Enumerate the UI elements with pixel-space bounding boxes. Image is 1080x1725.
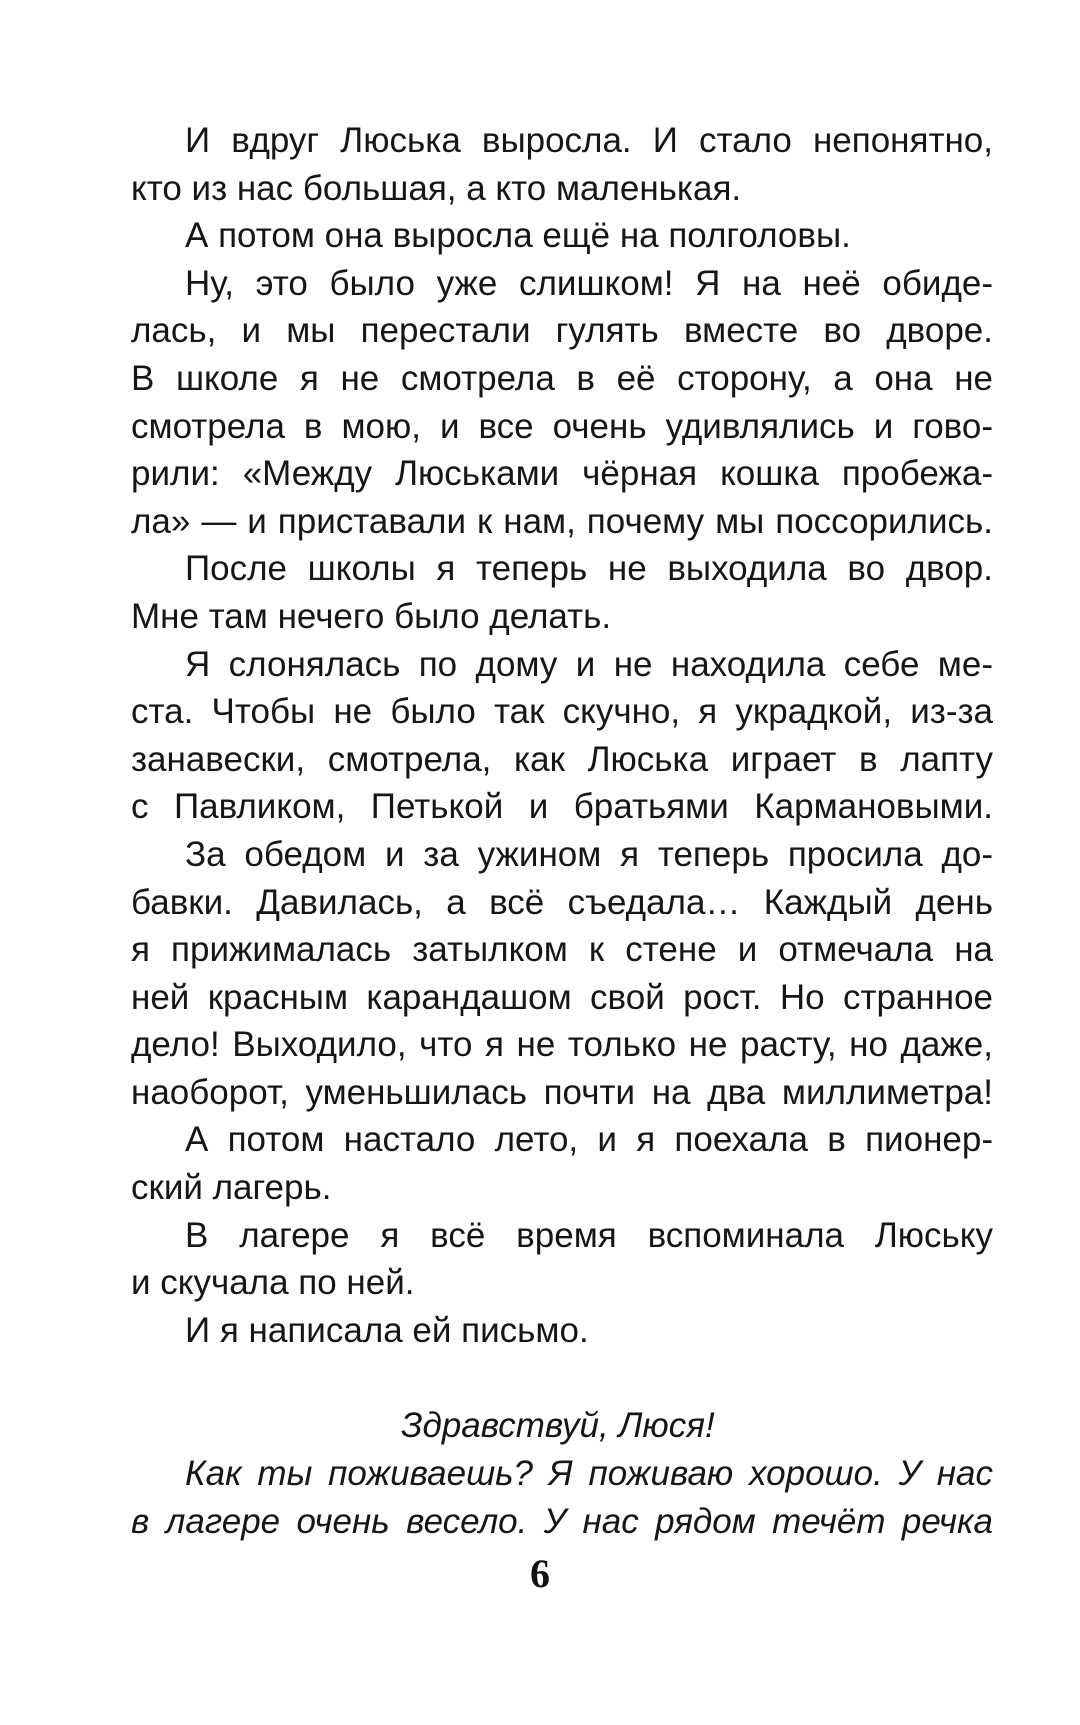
text-line: ста. Чтобы не было так скучно, я украдкой, из-за <box>131 692 993 732</box>
text-line: с Павликом, Петькой и братьями Кармановыми. <box>131 787 993 827</box>
text-line: наоборот, уменьшилась почти на два миллиметра! <box>131 1072 993 1112</box>
text-line: За обедом и за ужином я теперь просила до- <box>185 834 993 874</box>
text-line: ней красным карандашом свой рост. Но странное <box>131 977 993 1017</box>
text-line: В школе я не смотрела в её сторону, а она не <box>131 358 993 398</box>
letter-line: в лагере очень весело. У нас рядом течёт речка <box>131 1501 993 1541</box>
text-line: лась, и мы перестали гулять вместе во дворе. <box>131 311 993 351</box>
text-line: ла» — и приставали к нам, почему мы поссорились. <box>131 501 993 541</box>
text-line: Мне там нечего было делать. <box>131 596 612 636</box>
page-number: 6 <box>530 1551 550 1596</box>
text-line: я прижималась затылком к стене и отмечала на <box>131 930 993 970</box>
text-line: дело! Выходило, что я не только не расту, но даже, <box>131 1025 993 1065</box>
text-line: бавки. Давилась, а всё съедала… Каждый день <box>131 882 993 922</box>
text-line: И я написала ей письмо. <box>185 1310 589 1350</box>
paragraph-gap <box>131 1354 993 1402</box>
letter-line: Как ты поживаешь? Я поживаю хорошо. У нас <box>185 1454 993 1494</box>
text-line: кто из нас большая, а кто маленькая. <box>131 168 742 208</box>
text-line: А потом настало лето, и я поехала в пионер- <box>185 1120 993 1160</box>
story-text <box>131 117 993 1545</box>
text-line: занавески, смотрела, как Люська играет в лапту <box>131 739 993 779</box>
text-line: А потом она выросла ещё на полголовы. <box>185 216 851 256</box>
text-line: Я слонялась по дому и не находила себе ме- <box>185 644 993 684</box>
text-line: И вдруг Люська выросла. И стало непонятно, <box>185 121 993 160</box>
text-line: После школы я теперь не выходила во двор. <box>185 549 993 589</box>
text-line: смотрела в мою, и все очень удивлялись и гово- <box>131 406 993 446</box>
letter-greeting: Здравствуй, Люся! <box>401 1406 715 1446</box>
text-line: рили: «Между Люськами чёрная кошка пробежа- <box>131 454 993 494</box>
text-line: и скучала по ней. <box>131 1263 415 1303</box>
text-line: ский лагерь. <box>131 1168 332 1208</box>
text-line: В лагере я всё время вспоминала Люську <box>185 1215 993 1255</box>
text-line: Ну, это было уже слишком! Я на неё обиде- <box>185 263 993 303</box>
